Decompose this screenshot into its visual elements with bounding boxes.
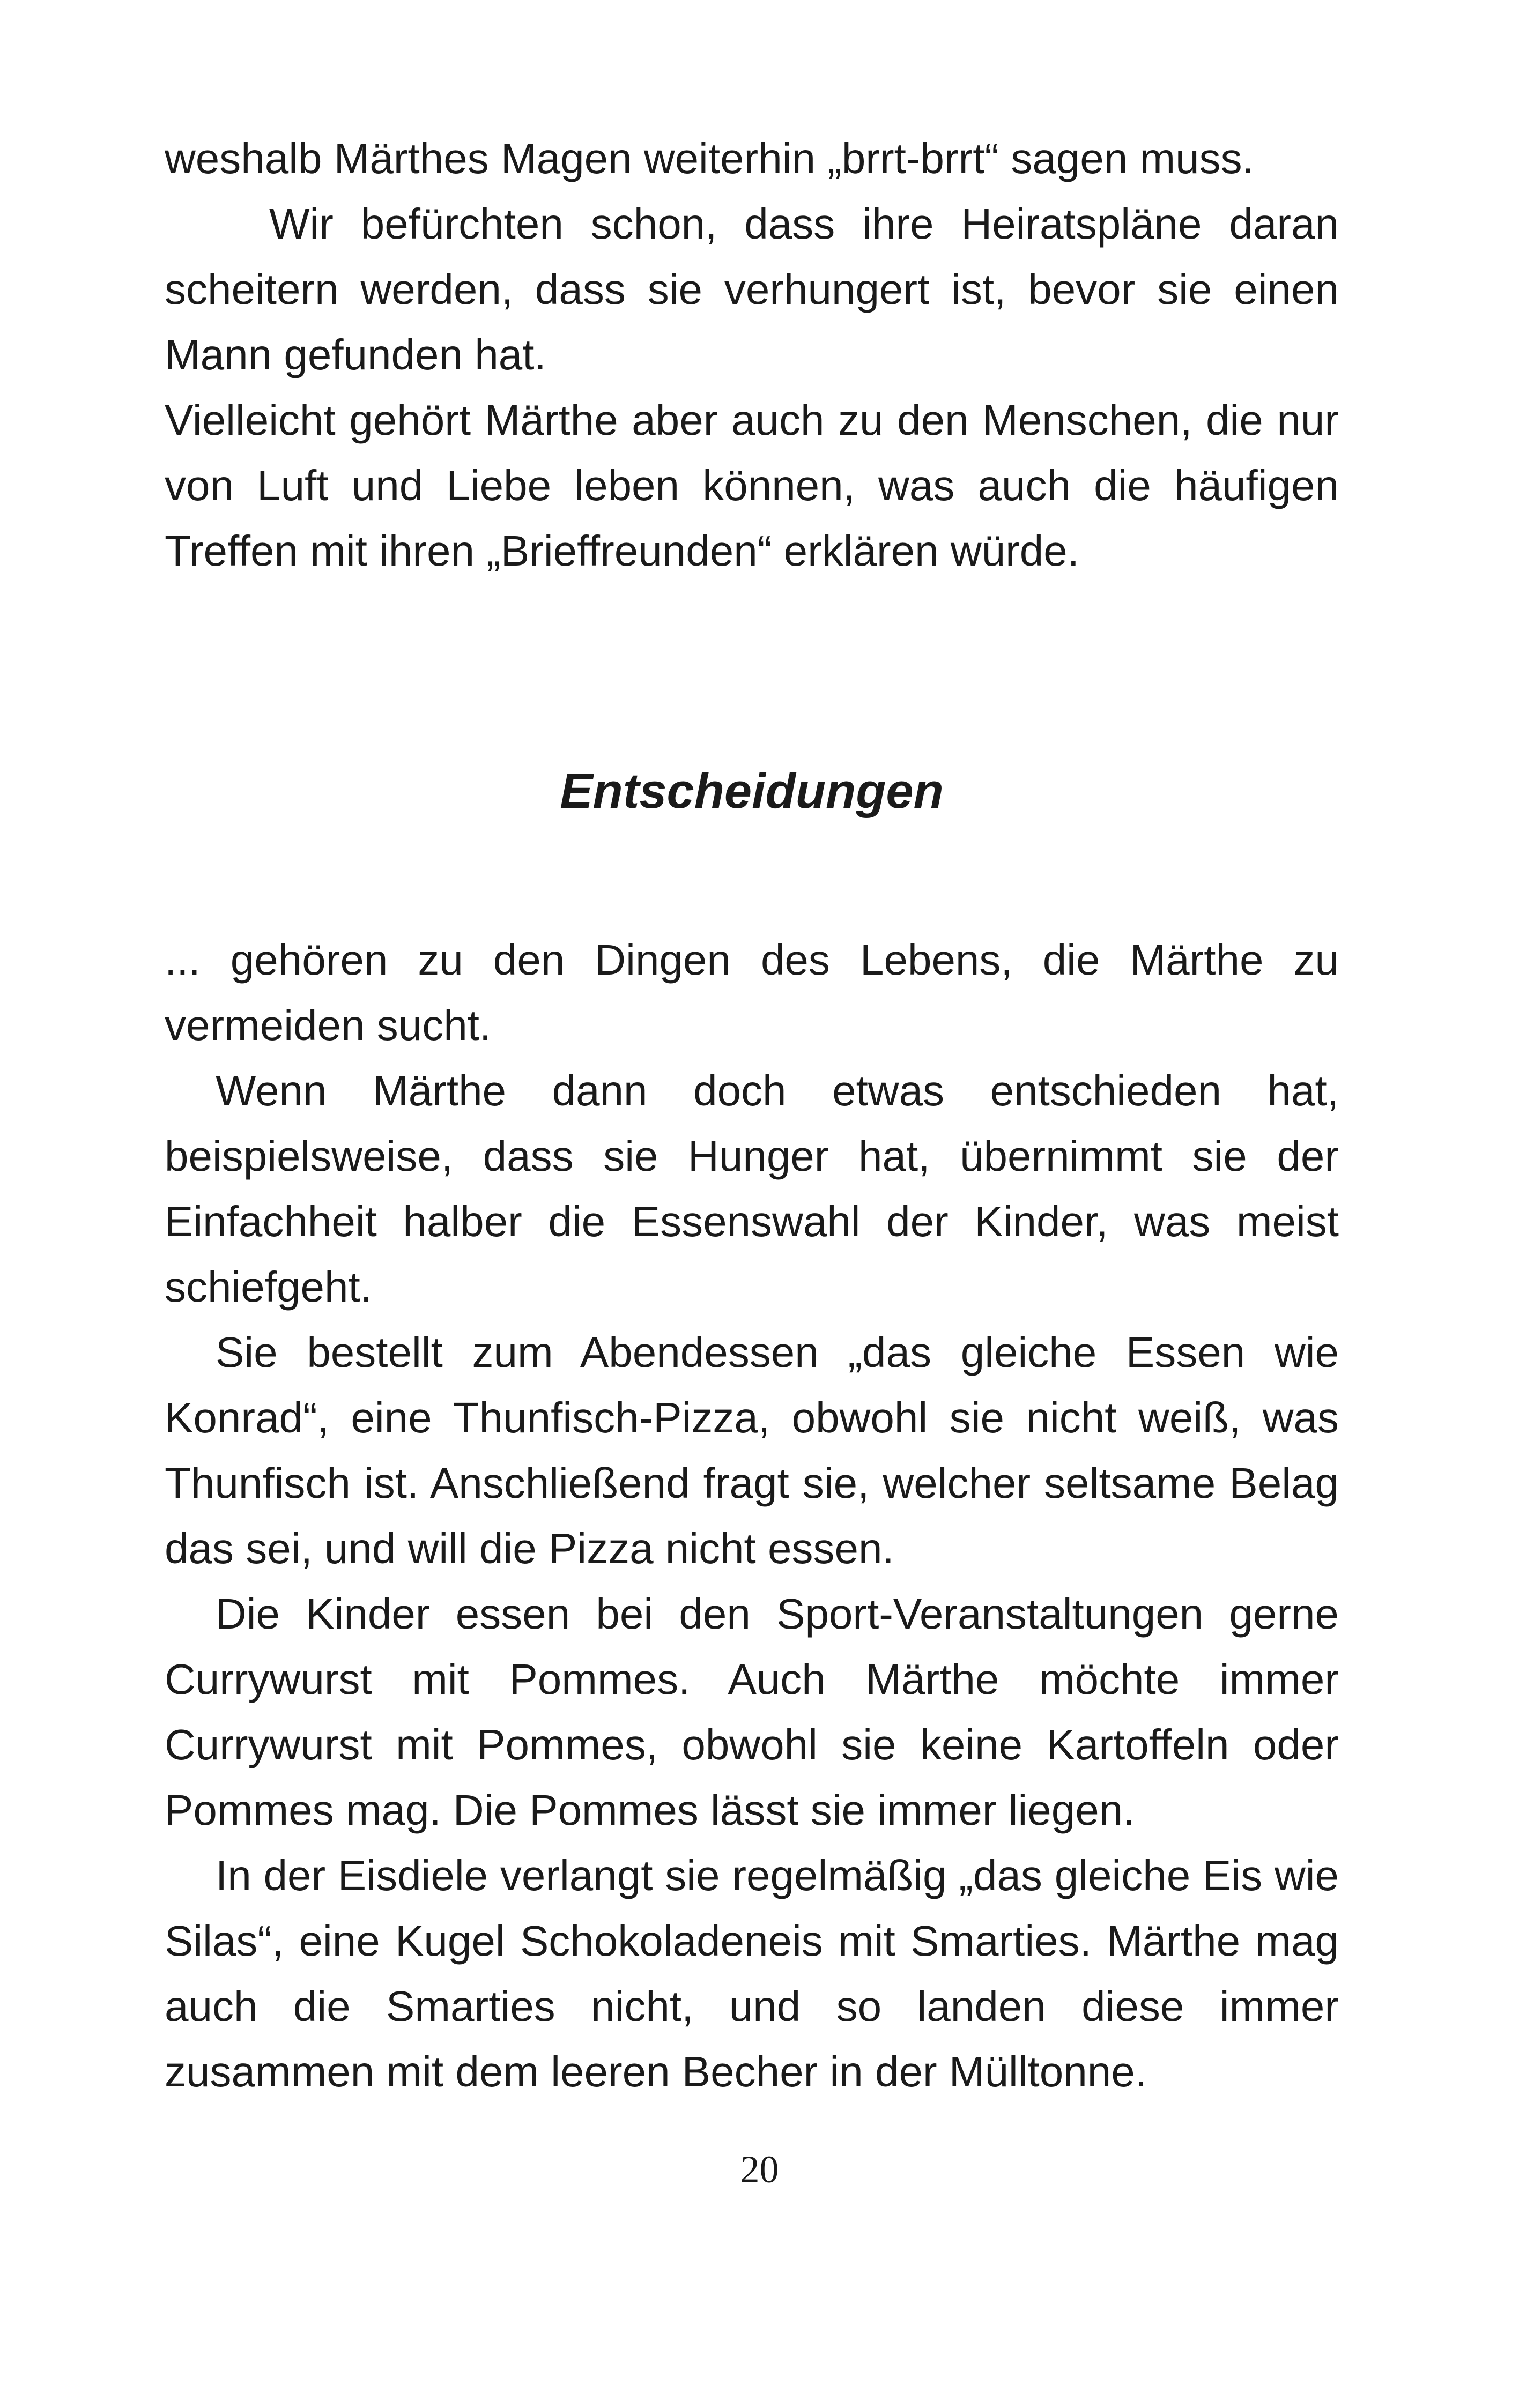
- paragraph-luft-und-liebe: Vielleicht gehört Märthe aber auch zu den Menschen, die nur von Luft und Liebe leben können, was auch die häufigen Treffen mit ihren „Brieffreunden“ erklären würde.: [165, 396, 1339, 575]
- page-number: 20: [740, 2148, 779, 2191]
- paragraph-pizza: Sie bestellt zum Abendessen „das gleiche Essen wie Konrad“, eine Thunfisch-Pizza, obwohl sie nicht weiß, was Thunfisch ist. Anschließend fragt sie, welcher seltsame Belag das sei, und will die Pizza nicht essen.: [165, 1328, 1339, 1572]
- section-heading: Entscheidungen: [560, 764, 944, 819]
- top-text-block: [165, 126, 1339, 584]
- paragraph-continuation: weshalb Märthes Magen weiterhin „brrt-brrt“ sagen muss.: [165, 135, 1254, 182]
- paragraph-heiratsplaene: Wir befürchten schon, dass ihre Heiratspläne daran scheitern werden, dass sie verhungert ist, bevor sie einen Mann gefunden hat.: [165, 200, 1339, 378]
- paragraph-currywurst: Die Kinder essen bei den Sport-Veranstaltungen gerne Currywurst mit Pommes. Auch Märthe möchte immer Currywurst mit Pommes, obwohl sie keine Kartoffeln oder Pommes mag. Die Pommes lässt sie immer liegen.: [165, 1590, 1339, 1834]
- paragraph-intro: ... gehören zu den Dingen des Lebens, die Märthe zu vermeiden sucht.: [165, 936, 1339, 1049]
- section-text-block: [165, 927, 1339, 2105]
- paragraph-essenswahl: Wenn Märthe dann doch etwas entschieden hat, beispielsweise, dass sie Hunger hat, übernimmt sie der Einfachheit halber die Essenswahl der Kinder, was meist schiefgeht.: [165, 1067, 1339, 1311]
- paragraph-eisdiele: In der Eisdiele verlangt sie regelmäßig „das gleiche Eis wie Silas“, eine Kugel Schokoladeneis mit Smarties. Märthe mag auch die Smarties nicht, und so landen diese immer zusammen mit dem leeren Becher in der Mülltonne.: [165, 1852, 1339, 2095]
